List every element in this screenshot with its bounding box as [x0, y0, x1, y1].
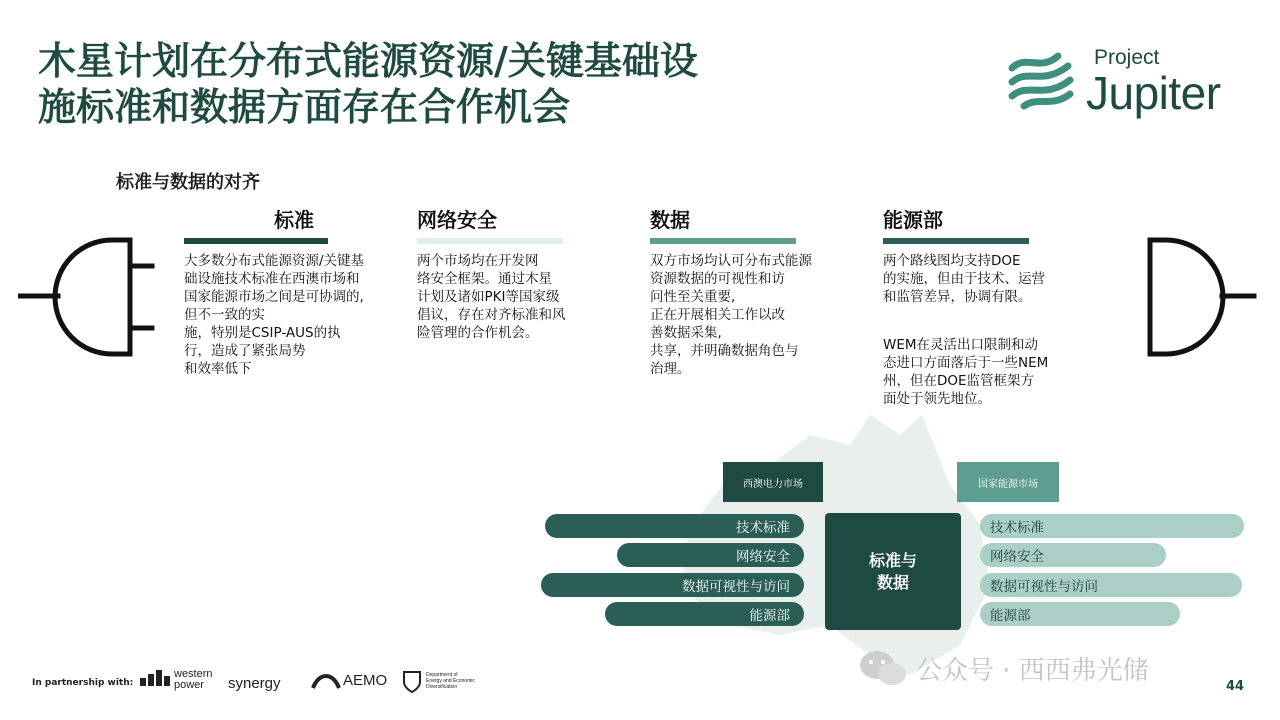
wem-pill-data-visibility: 数据可视性与访问: [541, 573, 804, 597]
column-cybersecurity: [417, 206, 637, 342]
plug-icon: [18, 236, 158, 360]
aemo-text: AEMO: [343, 671, 388, 689]
slide-title-line-1: 木星计划在分布式能源资源/关键基础设: [38, 39, 698, 83]
body-line: 计划及诸如PKI等国家级: [417, 289, 560, 305]
nem-pill-doe: 能源部: [980, 602, 1180, 626]
body-line: 态进口方面落后于一些NEM: [883, 355, 1049, 371]
body-line: 大多数分布式能源资源/关键基: [184, 253, 365, 269]
partnership-label: In partnership with:: [32, 678, 134, 688]
body-line: 国家能源市场之间是可协调的,: [184, 289, 364, 305]
nem-pill-cybersecurity: 网络安全: [980, 543, 1166, 567]
body-line: 正在开展相关工作以改: [650, 307, 785, 323]
column-body: [184, 252, 404, 378]
doe-line-1: Department of: [426, 672, 458, 678]
western-power-logo: [138, 668, 213, 692]
socket-icon: [1140, 236, 1260, 360]
synergy-logo: synergy: [228, 675, 281, 692]
body-line: 问性至关重要,: [650, 289, 736, 305]
body-line: 两个路线图均支持DOE: [883, 253, 1021, 269]
wem-pill-cybersecurity: 网络安全: [617, 543, 804, 567]
body-line: 治理。: [650, 361, 691, 377]
body-line: 和监管差异，协调有限。: [883, 289, 1032, 305]
western-power-line-2: power: [174, 679, 204, 691]
doe-logo: [401, 668, 475, 694]
doe-line-3: Diversification: [426, 684, 458, 690]
body-line: 础设施技术标准在西澳市场和: [184, 271, 360, 287]
body-line: 行，造成了紧张局势: [184, 343, 306, 359]
watermark-text: 公众号 · 西西弗光储: [916, 655, 1149, 686]
body-line: 施，特别是CSIP-AUS的执: [184, 325, 341, 341]
body-line: 的实施，但由于技术、运营: [883, 271, 1045, 287]
body-line: 险管理的合作机会。: [417, 325, 539, 341]
body-line: 两个市场均在开发网: [417, 253, 539, 269]
doe-line-2: Energy and Economic: [426, 678, 475, 684]
column-title: 数据: [650, 208, 690, 232]
body-line: 州，但在DOE监管框架方: [883, 373, 1035, 389]
body-line: WEM在灵活出口限制和动: [883, 337, 1039, 353]
column-body: [883, 252, 1103, 408]
column-title: 网络安全: [417, 208, 497, 232]
project-jupiter-logo: [1006, 46, 1256, 126]
aemo-mark-icon: [311, 668, 341, 692]
column-accent-bar: [883, 238, 1029, 244]
column-title: 能源部: [883, 208, 943, 232]
jupiter-stripes-icon: [1006, 48, 1076, 110]
government-crest-icon: [401, 668, 423, 694]
aemo-logo: [311, 668, 387, 692]
center-box-label: 标准与 数据: [868, 550, 917, 592]
body-line: 络安全框架。通过木星: [417, 271, 552, 287]
wechat-watermark: [858, 648, 1149, 688]
column-accent-bar: [650, 238, 796, 244]
center-standards-data-box: [825, 513, 961, 630]
column-doe: [883, 206, 1103, 408]
column-body: [417, 252, 637, 342]
wem-market-label: 西澳电力市场: [723, 462, 823, 502]
nem-market-label: 国家能源市场: [957, 462, 1059, 502]
body-line: 但不一致的实: [184, 307, 265, 323]
wechat-icon: [858, 648, 910, 688]
section-subtitle: 标准与数据的对齐: [116, 172, 260, 193]
body-line: 资源数据的可视性和访: [650, 271, 785, 287]
body-line: 共享，并明确数据角色与: [650, 343, 799, 359]
western-power-line-1: western: [174, 668, 213, 680]
column-accent-bar: [417, 238, 563, 244]
nem-pill-data-visibility: 数据可视性与访问: [980, 573, 1242, 597]
column-body: [650, 252, 870, 378]
column-data: [650, 206, 870, 378]
body-line: 和效率低下: [184, 361, 252, 377]
body-line: 倡议，存在对齐标准和风: [417, 307, 566, 323]
column-accent-bar: [184, 238, 328, 244]
body-line: 善数据采集,: [650, 325, 722, 341]
wem-pill-technical-standards: 技术标准: [545, 514, 804, 538]
nem-pill-technical-standards: 技术标准: [980, 514, 1244, 538]
wem-pill-doe: 能源部: [605, 602, 804, 626]
body-line: 双方市场均认可分布式能源: [650, 253, 812, 269]
page-number: 44: [1226, 679, 1245, 694]
logo-jupiter-text: Jupiter: [1086, 67, 1221, 119]
western-power-mark-icon: [138, 668, 172, 692]
slide-title: [38, 38, 838, 130]
body-line: 面处于领先地位。: [883, 391, 991, 407]
logo-project-text: Project: [1094, 46, 1160, 69]
slide-title-line-2: 施标准和数据方面存在合作机会: [38, 85, 571, 129]
column-standards: [184, 206, 404, 378]
column-title: 标准: [274, 208, 314, 232]
